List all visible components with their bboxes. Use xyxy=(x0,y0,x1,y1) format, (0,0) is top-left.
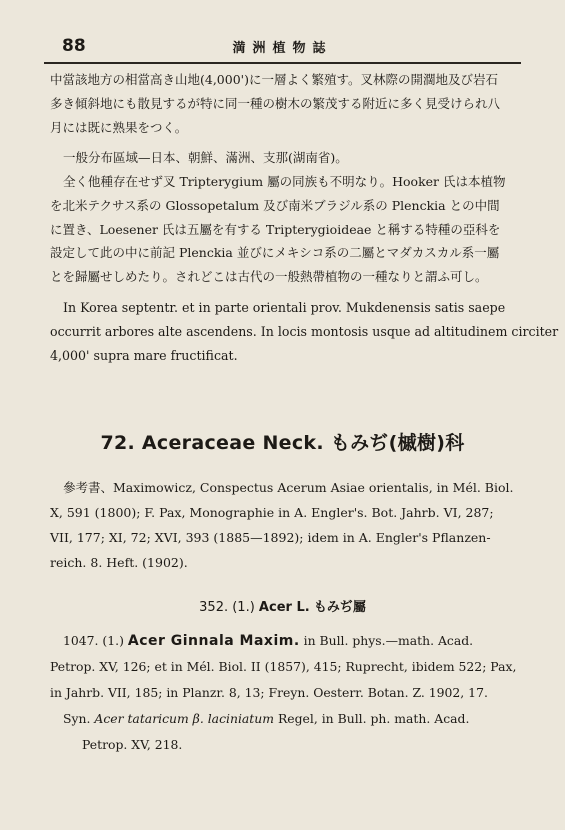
genus-number: 352. (1.) xyxy=(199,600,255,615)
species-number: 1047. (1.) xyxy=(63,633,124,648)
family-name: Aceraceae Neck. xyxy=(141,432,324,454)
text-line: とを歸屬せしめたり。されどこは古代の一般熱帶植物の一種なりと謂ふ可し。 xyxy=(50,269,488,285)
paragraph-habitat xyxy=(50,68,528,139)
species-line xyxy=(50,628,528,654)
text-line: 設定して此の中に前記 Plenckia 並びにメキシコ系の二屬とマダカスカル系一屬 xyxy=(50,245,500,261)
text-line: 4,000' supra mare fructificat. xyxy=(50,347,238,363)
text-line: 一般分布區域—日本、朝鮮、滿洲、支那(湖南省)。 xyxy=(63,150,348,165)
synonym-entry xyxy=(50,706,528,758)
reference-line: reich. 8. Heft. (1902). xyxy=(50,555,188,570)
synonym-label: Syn. xyxy=(63,711,91,726)
family-japanese: もみぢ(槭樹)科 xyxy=(330,432,465,454)
genus-name: Acer L. xyxy=(258,600,310,615)
genus-heading xyxy=(0,596,565,615)
reference-line: X, 591 (1800); F. Pax, Monographie in A. Engler's. Bot. Jahrb. VI, 287; xyxy=(50,505,494,520)
text-line: occurrit arbores alte ascendens. In locis montosis usque ad altitudinem circiter xyxy=(50,323,559,339)
header-rule xyxy=(44,62,521,64)
text-line: 月には既に熟果をつく。 xyxy=(50,119,188,135)
page-number: 88 xyxy=(62,36,86,56)
page-header xyxy=(44,34,521,58)
reference-line: 參考書、Maximowicz, Conspectus Acerum Asiae orientalis, in Mél. Biol. xyxy=(63,480,514,495)
paragraph-taxonomy xyxy=(50,170,528,289)
paragraph-distribution xyxy=(50,146,528,170)
text-line: 多き傾斜地にも散見するが特に同一種の樹木の繁茂する附近に多く見受けられ八 xyxy=(50,95,501,111)
species-line: Petrop. XV, 126; et in Mél. Biol. II (1857), 415; Ruprecht, ibidem 522; Pax, xyxy=(50,659,517,674)
species-line: in Jahrb. VII, 185; in Planzr. 8, 13; Freyn. Oesterr. Botan. Z. 1902, 17. xyxy=(50,685,488,700)
synonym-citation: Regel, in Bull. ph. math. Acad. xyxy=(274,711,470,726)
text-line: 中當該地方の相當高き山地(4,000')に一層よく繁殖す。叉林際の開濶地及び岩石 xyxy=(50,72,498,87)
species-entry xyxy=(50,628,528,706)
synonym-line xyxy=(50,706,528,732)
paragraph-latin xyxy=(50,296,559,367)
text-line: 全く他種存在せず叉 Tripterygium 屬の同族も不明なり。Hooker 氏は本植物 xyxy=(63,174,506,189)
genus-japanese: もみぢ屬 xyxy=(313,600,366,615)
running-head: 満洲植物誌 xyxy=(232,41,333,56)
reference-line: VII, 177; XI, 72; XVI, 393 (1885—1892); idem in A. Engler's Pflanzen- xyxy=(50,530,491,545)
synonym-name: Acer tataricum β. laciniatum xyxy=(94,711,275,726)
text-line: に置き、Loesener 氏は五屬を有する Tripterygioideae と稱する特種の亞科を xyxy=(50,221,501,237)
species-name: Acer Ginnala Maxim. xyxy=(127,633,300,649)
text-line: In Korea septentr. et in parte orientali prov. Mukdenensis satis saepe xyxy=(63,300,506,315)
family-number: 72. xyxy=(100,432,135,454)
synonym-line: Petrop. XV, 218. xyxy=(82,737,183,752)
species-citation: in Bull. phys.—math. Acad. xyxy=(299,633,474,648)
references xyxy=(50,475,528,575)
text-line: を北米テクサス系の Glossopetalum 及び南米ブラジル系の Plenckia との中間 xyxy=(50,197,500,213)
family-heading xyxy=(0,428,565,455)
